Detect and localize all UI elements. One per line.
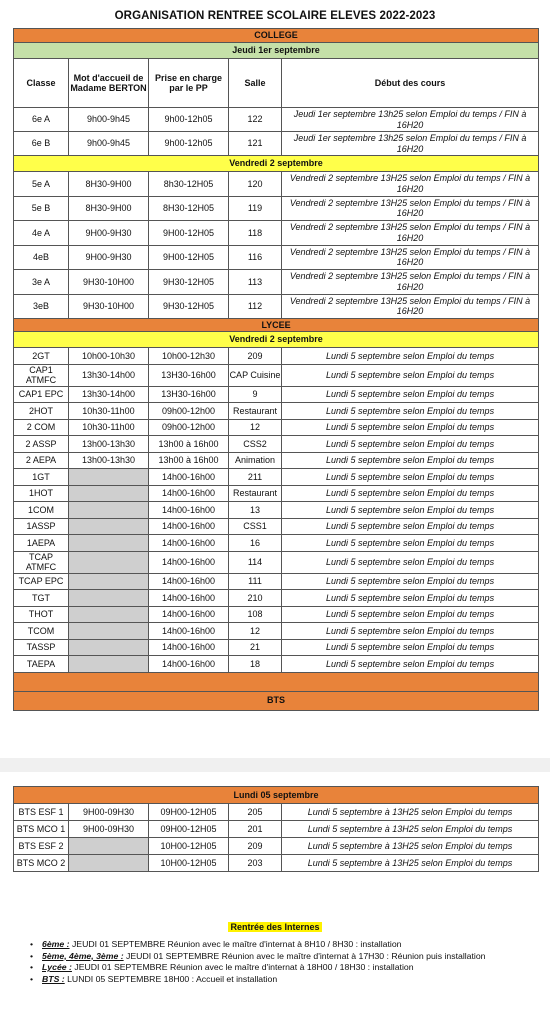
cell-accueil [69,535,149,552]
cell-prise-en-charge: 09h00-12h00 [149,419,229,436]
cell-salle: 118 [229,221,282,246]
internes-item [30,974,550,986]
cell-salle: 112 [229,294,282,319]
table-row [14,270,539,295]
cell-accueil: 9H00-09H30 [69,821,149,838]
internes-item-text: JEUDI 01 SEPTEMBRE Réunion avec le maître d'internat à 17H30 : Réunion puis installation [123,950,486,961]
cell-salle: 116 [229,245,282,270]
cell-salle: 203 [229,855,282,872]
cell-debut-cours: Lundi 5 septembre selon Emploi du temps [282,364,539,386]
table-row [14,656,539,673]
table-row [14,132,539,156]
cell-classe: CAP1 ATMFC [14,364,69,386]
cell-debut-cours: Jeudi 1er septembre 13h25 selon Emploi du temps / FIN à 16H20 [282,108,539,132]
cell-classe: 2GT [14,348,69,365]
cell-salle: Animation [229,452,282,469]
cell-salle: 211 [229,469,282,486]
table-row [14,386,539,403]
cell-salle: 111 [229,573,282,590]
table-row [14,294,539,319]
table-row [14,419,539,436]
cell-prise-en-charge: 9h00-12h05 [149,108,229,132]
cell-prise-en-charge: 14h00-16h00 [149,485,229,502]
cell-debut-cours: Lundi 5 septembre selon Emploi du temps [282,403,539,420]
cell-classe: 1AEPA [14,535,69,552]
cell-accueil [69,656,149,673]
cell-salle: 16 [229,535,282,552]
cell-accueil: 9H00-9H30 [69,221,149,246]
cell-classe: 2HOT [14,403,69,420]
cell-debut-cours: Vendredi 2 septembre 13H25 selon Emploi du temps / FIN à 16H20 [282,245,539,270]
cell-accueil [69,469,149,486]
cell-classe: BTS MCO 1 [14,821,69,838]
cell-salle: Restaurant [229,403,282,420]
table-row [14,245,539,270]
table-row [14,804,539,821]
cell-prise-en-charge: 14h00-16h00 [149,639,229,656]
schedule-table [13,28,539,711]
cell-classe: 5e B [14,196,69,221]
bts-section-header: BTS [14,691,539,710]
cell-classe: 1GT [14,469,69,486]
cell-salle: 210 [229,590,282,607]
cell-debut-cours: Lundi 5 septembre selon Emploi du temps [282,639,539,656]
table-row [14,821,539,838]
college-day-header: Jeudi 1er septembre [14,43,539,59]
cell-accueil: 9H30-10H00 [69,270,149,295]
internes-item-label: 5ème, 4ème, 3ème : [42,950,124,961]
cell-debut-cours: Lundi 5 septembre selon Emploi du temps [282,419,539,436]
cell-accueil [69,623,149,640]
table-row [14,535,539,552]
cell-prise-en-charge: 8H30-12H05 [149,196,229,221]
cell-salle: 13 [229,502,282,519]
cell-accueil [69,551,149,573]
internes-item-label: 6ème : [42,939,70,949]
cell-prise-en-charge: 10H00-12H05 [149,855,229,872]
cell-prise-en-charge: 14h00-16h00 [149,656,229,673]
cell-prise-en-charge: 14h00-16h00 [149,590,229,607]
cell-prise-en-charge: 14h00-16h00 [149,518,229,535]
table-row [14,485,539,502]
cell-classe: BTS ESF 2 [14,838,69,855]
cell-accueil [69,838,149,855]
table-row [14,606,539,623]
internes-list [0,939,550,985]
page-title: ORGANISATION RENTREE SCOLAIRE ELEVES 2022-2023 [114,10,436,22]
cell-debut-cours: Lundi 5 septembre selon Emploi du temps [282,452,539,469]
table-row [14,196,539,221]
table-row [14,403,539,420]
cell-debut-cours: Lundi 5 septembre à 13H25 selon Emploi du temps [282,855,539,872]
cell-debut-cours: Vendredi 2 septembre 13H25 selon Emploi du temps / FIN à 16H20 [282,221,539,246]
cell-classe: 6e A [14,108,69,132]
cell-classe: TCAP EPC [14,573,69,590]
cell-prise-en-charge: 14h00-16h00 [149,469,229,486]
cell-salle: 108 [229,606,282,623]
cell-debut-cours: Lundi 5 septembre selon Emploi du temps [282,656,539,673]
cell-classe: BTS MCO 2 [14,855,69,872]
cell-accueil [69,573,149,590]
cell-classe: 6e B [14,132,69,156]
cell-classe: TCAP ATMFC [14,551,69,573]
cell-prise-en-charge: 10h00-12h30 [149,348,229,365]
cell-salle: 121 [229,132,282,156]
table-row [14,364,539,386]
cell-prise-en-charge: 9H00-12H05 [149,221,229,246]
lycee-section-header: LYCEE [14,319,539,332]
table-row [14,838,539,855]
cell-prise-en-charge: 13H30-16h00 [149,386,229,403]
cell-salle: 113 [229,270,282,295]
cell-classe: 1HOT [14,485,69,502]
cell-classe: 2 AEPA [14,452,69,469]
cell-classe: 3eB [14,294,69,319]
table-row [14,502,539,519]
cell-debut-cours: Lundi 5 septembre selon Emploi du temps [282,551,539,573]
cell-accueil: 8H30-9H00 [69,196,149,221]
cell-classe: THOT [14,606,69,623]
cell-classe: 4eB [14,245,69,270]
cell-accueil: 10h30-11h00 [69,419,149,436]
cell-prise-en-charge: 14h00-16h00 [149,502,229,519]
table-row [14,639,539,656]
cell-debut-cours: Jeudi 1er septembre 13h25 selon Emploi du temps / FIN à 16H20 [282,132,539,156]
page-separator [0,758,550,772]
cell-classe: 4e A [14,221,69,246]
cell-prise-en-charge: 13h00 à 16h00 [149,436,229,453]
table-row [14,221,539,246]
cell-accueil: 8H30-9H00 [69,172,149,197]
table-row [14,623,539,640]
cell-debut-cours: Lundi 5 septembre selon Emploi du temps [282,386,539,403]
cell-accueil: 13h30-14h00 [69,364,149,386]
cell-accueil [69,855,149,872]
cell-accueil: 13h30-14h00 [69,386,149,403]
cell-accueil: 9H00-09H30 [69,804,149,821]
cell-salle: 120 [229,172,282,197]
column-header-debut-cours: Début des cours [282,59,539,108]
cell-accueil [69,639,149,656]
cell-debut-cours: Vendredi 2 septembre 13H25 selon Emploi du temps / FIN à 16H20 [282,294,539,319]
bts-day-header: Lundi 05 septembre [14,787,539,804]
cell-prise-en-charge: 14h00-16h00 [149,551,229,573]
cell-accueil: 9H00-9H30 [69,245,149,270]
cell-classe: BTS ESF 1 [14,804,69,821]
cell-prise-en-charge: 13h00 à 16h00 [149,452,229,469]
cell-salle: 18 [229,656,282,673]
cell-debut-cours: Lundi 5 septembre selon Emploi du temps [282,623,539,640]
table-row [14,855,539,872]
cell-classe: TAEPA [14,656,69,673]
cell-salle: 114 [229,551,282,573]
cell-classe: 5e A [14,172,69,197]
cell-salle: 205 [229,804,282,821]
cell-debut-cours: Lundi 5 septembre à 13H25 selon Emploi du temps [282,821,539,838]
internes-item [30,951,550,963]
cell-prise-en-charge: 13H30-16h00 [149,364,229,386]
cell-debut-cours: Lundi 5 septembre selon Emploi du temps [282,590,539,607]
cell-classe: 3e A [14,270,69,295]
cell-accueil: 9h00-9h45 [69,132,149,156]
cell-prise-en-charge: 09H00-12H05 [149,804,229,821]
cell-salle: 209 [229,838,282,855]
table-row [14,469,539,486]
cell-classe: 1ASSP [14,518,69,535]
table-row [14,436,539,453]
cell-prise-en-charge: 14h00-16h00 [149,535,229,552]
cell-accueil: 10h00-10h30 [69,348,149,365]
bts-spacer-band [14,672,539,691]
cell-accueil: 9H30-10H00 [69,294,149,319]
cell-prise-en-charge: 9H30-12H05 [149,270,229,295]
cell-prise-en-charge: 14h00-16h00 [149,606,229,623]
cell-salle: CSS2 [229,436,282,453]
cell-debut-cours: Lundi 5 septembre selon Emploi du temps [282,348,539,365]
internes-item [30,939,550,951]
table-row [14,108,539,132]
cell-accueil [69,590,149,607]
cell-debut-cours: Lundi 5 septembre selon Emploi du temps [282,518,539,535]
column-header-accueil: Mot d'accueil de Madame BERTON [69,59,149,108]
table-row [14,172,539,197]
cell-salle: Restaurant [229,485,282,502]
cell-classe: 2 ASSP [14,436,69,453]
cell-debut-cours: Lundi 5 septembre selon Emploi du temps [282,535,539,552]
table-row [14,452,539,469]
cell-accueil [69,502,149,519]
bts-table [13,786,539,872]
cell-debut-cours: Lundi 5 septembre à 13H25 selon Emploi du temps [282,838,539,855]
college-section-header: COLLEGE [14,29,539,43]
table-row [14,551,539,573]
cell-accueil [69,518,149,535]
cell-classe: CAP1 EPC [14,386,69,403]
cell-accueil: 13h00-13h30 [69,436,149,453]
cell-debut-cours: Lundi 5 septembre selon Emploi du temps [282,469,539,486]
cell-debut-cours: Vendredi 2 septembre 13H25 selon Emploi du temps / FIN à 16H20 [282,172,539,197]
cell-classe: TCOM [14,623,69,640]
cell-salle: 201 [229,821,282,838]
cell-accueil: 10h30-11h00 [69,403,149,420]
lycee-day-header: Vendredi 2 septembre [14,332,539,348]
table-row [14,590,539,607]
cell-debut-cours: Lundi 5 septembre selon Emploi du temps [282,573,539,590]
table-row [14,573,539,590]
internes-item-label: BTS : [42,973,65,984]
cell-salle: CSS1 [229,518,282,535]
cell-prise-en-charge: 9H30-12H05 [149,294,229,319]
cell-prise-en-charge: 09H00-12H05 [149,821,229,838]
cell-salle: 119 [229,196,282,221]
internes-title: Rentrée des Internes [230,922,320,932]
cell-debut-cours: Lundi 5 septembre selon Emploi du temps [282,485,539,502]
cell-prise-en-charge: 14h00-16h00 [149,573,229,590]
internes-item-label: Lycée : [42,962,72,972]
cell-debut-cours: Lundi 5 septembre selon Emploi du temps [282,436,539,453]
cell-classe: 1COM [14,502,69,519]
cell-salle: 12 [229,419,282,436]
cell-prise-en-charge: 8h30-12H05 [149,172,229,197]
cell-accueil [69,606,149,623]
internes-section [0,922,550,985]
cell-salle: 209 [229,348,282,365]
column-header-classe: Classe [14,59,69,108]
college-day2-header: Vendredi 2 septembre [14,156,539,172]
table-row [14,348,539,365]
column-header-prise-en-charge: Prise en charge par le PP [149,59,229,108]
cell-prise-en-charge: 10H00-12H05 [149,838,229,855]
cell-prise-en-charge: 9h00-12h05 [149,132,229,156]
internes-item-text: LUNDI 05 SEPTEMBRE 18H00 : Accueil et installation [64,973,278,984]
cell-classe: TGT [14,590,69,607]
cell-salle: CAP Cuisine [229,364,282,386]
cell-accueil: 9h00-9h45 [69,108,149,132]
cell-debut-cours: Vendredi 2 septembre 13H25 selon Emploi du temps / FIN à 16H20 [282,196,539,221]
cell-salle: 12 [229,623,282,640]
cell-prise-en-charge: 9H00-12H05 [149,245,229,270]
cell-accueil [69,485,149,502]
internes-item-text: JEUDI 01 SEPTEMBRE Réunion avec le maître d'internat à 18H00 / 18H30 : installation [71,962,414,972]
cell-debut-cours: Lundi 5 septembre selon Emploi du temps [282,606,539,623]
column-header-salle: Salle [229,59,282,108]
cell-salle: 122 [229,108,282,132]
internes-item-text: JEUDI 01 SEPTEMBRE Réunion avec le maître d'internat à 8H10 / 8H30 : installation [69,939,402,949]
cell-salle: 21 [229,639,282,656]
cell-debut-cours: Lundi 5 septembre selon Emploi du temps [282,502,539,519]
cell-prise-en-charge: 09h00-12h00 [149,403,229,420]
table-row [14,518,539,535]
cell-accueil: 13h00-13h30 [69,452,149,469]
cell-classe: TASSP [14,639,69,656]
cell-debut-cours: Vendredi 2 septembre 13H25 selon Emploi du temps / FIN à 16H20 [282,270,539,295]
internes-item [30,962,550,974]
cell-salle: 9 [229,386,282,403]
cell-prise-en-charge: 14h00-16h00 [149,623,229,640]
cell-debut-cours: Lundi 5 septembre à 13H25 selon Emploi du temps [282,804,539,821]
cell-classe: 2 COM [14,419,69,436]
